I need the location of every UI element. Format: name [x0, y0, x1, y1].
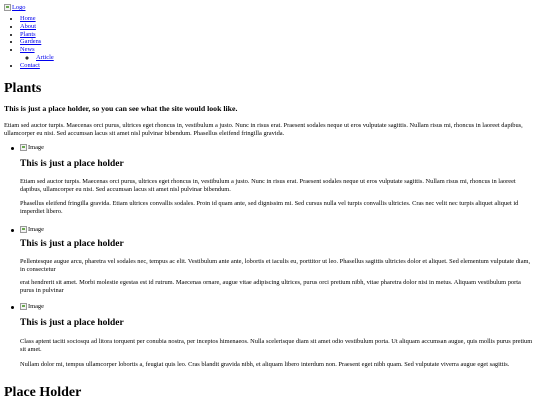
broken-image-icon — [20, 144, 27, 151]
nav-link-about[interactable]: About — [20, 22, 36, 30]
item-paragraph: Pellentesque augue arcu, pharetra vel sodales nec, tempus ac elit. Vestibulum ante ante, lobortis et iaculis eu, porttitor ut leo. Phasellus sagittis ultricies dolor et aliquet. Sed elementum vulputate diam, in consectetur — [20, 258, 531, 273]
page-subtitle: This is just a place holder, so you can see what the site would look like. — [4, 104, 238, 113]
nav-sublist — [20, 54, 540, 62]
nav-link-article[interactable]: Article — [36, 54, 54, 62]
nav-item-home — [20, 15, 540, 23]
broken-image-icon — [4, 4, 11, 11]
nav-link-gardens[interactable]: Gardens — [20, 38, 42, 46]
item-title: This is just a place holder — [20, 239, 124, 249]
item-paragraph: Etiam sed auctor turpis. Maecenas orci purus, ultrices eget rhoncus in, vestibulum a justo. Nunc in risus erat. Praesent sodales neque ut eros vulputate sagittis. Nullam risus mi, rhoncus in laoreet dapibus, ullamcorper eu nisi. Sed accumsan lacus sit amet nisl pulvinar bibendum. — [20, 178, 516, 193]
nav-item-gardens — [20, 38, 540, 46]
list-bullet — [11, 147, 14, 150]
nav-link-plants[interactable]: Plants — [20, 30, 36, 38]
list-bullet — [11, 229, 14, 232]
nav-subitem-article — [36, 54, 540, 62]
item-image — [20, 144, 44, 152]
item-title: This is just a place holder — [20, 159, 124, 169]
list-bullet — [11, 306, 14, 309]
item-image — [20, 226, 44, 234]
item-image-alt: Image — [28, 226, 44, 233]
nav-list — [0, 15, 540, 70]
logo-alt-text: Logo — [12, 4, 26, 11]
item-title: This is just a place holder — [20, 318, 124, 328]
item-paragraph: Nullam dolor mi, tempus ullamcorper lobortis a, feugiat quis leo. Cras blandit gravida nibh, et aliquam libero interdum non. Praesent eget nibh quam. Sed vulputate viverra augue eget sagittis. — [20, 361, 510, 368]
item-image — [20, 303, 44, 311]
section-heading: Place Holder — [4, 385, 82, 400]
nav-item-about — [20, 23, 540, 31]
item-paragraph: erat hendrerit sit amet. Morbi molestie egestas est id rutrum. Maecenas ornare, augue vitae adipiscing ultrices, purus orci pretium nibh, vitae pharetra dolor nisi in metus. Aliquam vestibulum porta purus in pulvinar — [20, 279, 521, 294]
broken-image-icon — [20, 303, 27, 310]
item-paragraph: Phasellus eleifend fringilla gravida. Etiam ultrices convallis sodales. Proin id quam ante, sed dignissim mi. Sed cursus nulla vel turpis convallis ultricies. Cras nec velit nec turpis aliquet aliquet id imperdiet libero. — [20, 200, 519, 215]
nav-link-home[interactable]: Home — [20, 15, 36, 22]
main-nav — [0, 15, 540, 70]
logo-link[interactable] — [4, 4, 26, 12]
page-title: Plants — [4, 81, 42, 96]
item-image-alt: Image — [28, 144, 44, 151]
nav-item-plants — [20, 31, 540, 39]
broken-image-icon — [20, 226, 27, 233]
nav-link-news[interactable]: News — [20, 46, 35, 54]
nav-link-contact[interactable]: Contact — [20, 61, 40, 69]
item-image-alt: Image — [28, 303, 44, 310]
item-paragraph: Class aptent taciti sociosqu ad litora torquent per conubia nostra, per inceptos himenaeos. Nulla scelerisque diam sit amet odio vestibulum porta. Ut aliquam accumsan augue, quis mollis purus pretium sit amet. — [20, 338, 533, 353]
nav-item-contact — [20, 62, 540, 70]
intro-paragraph: Etiam sed auctor turpis. Maecenas orci purus, ultrices eget rhoncus in, vestibulum a justo. Nunc in risus erat. Praesent sodales neque ut eros vulputate sagittis. Nullam risus mi, rhoncus in laoreet dapibus, ullamcorper eu nisi. Sed accumsan lacus sit amet nisl pulvinar bibendum. Phasellus eleifend fringilla gravida. — [4, 122, 523, 137]
nav-item-news — [20, 46, 540, 62]
